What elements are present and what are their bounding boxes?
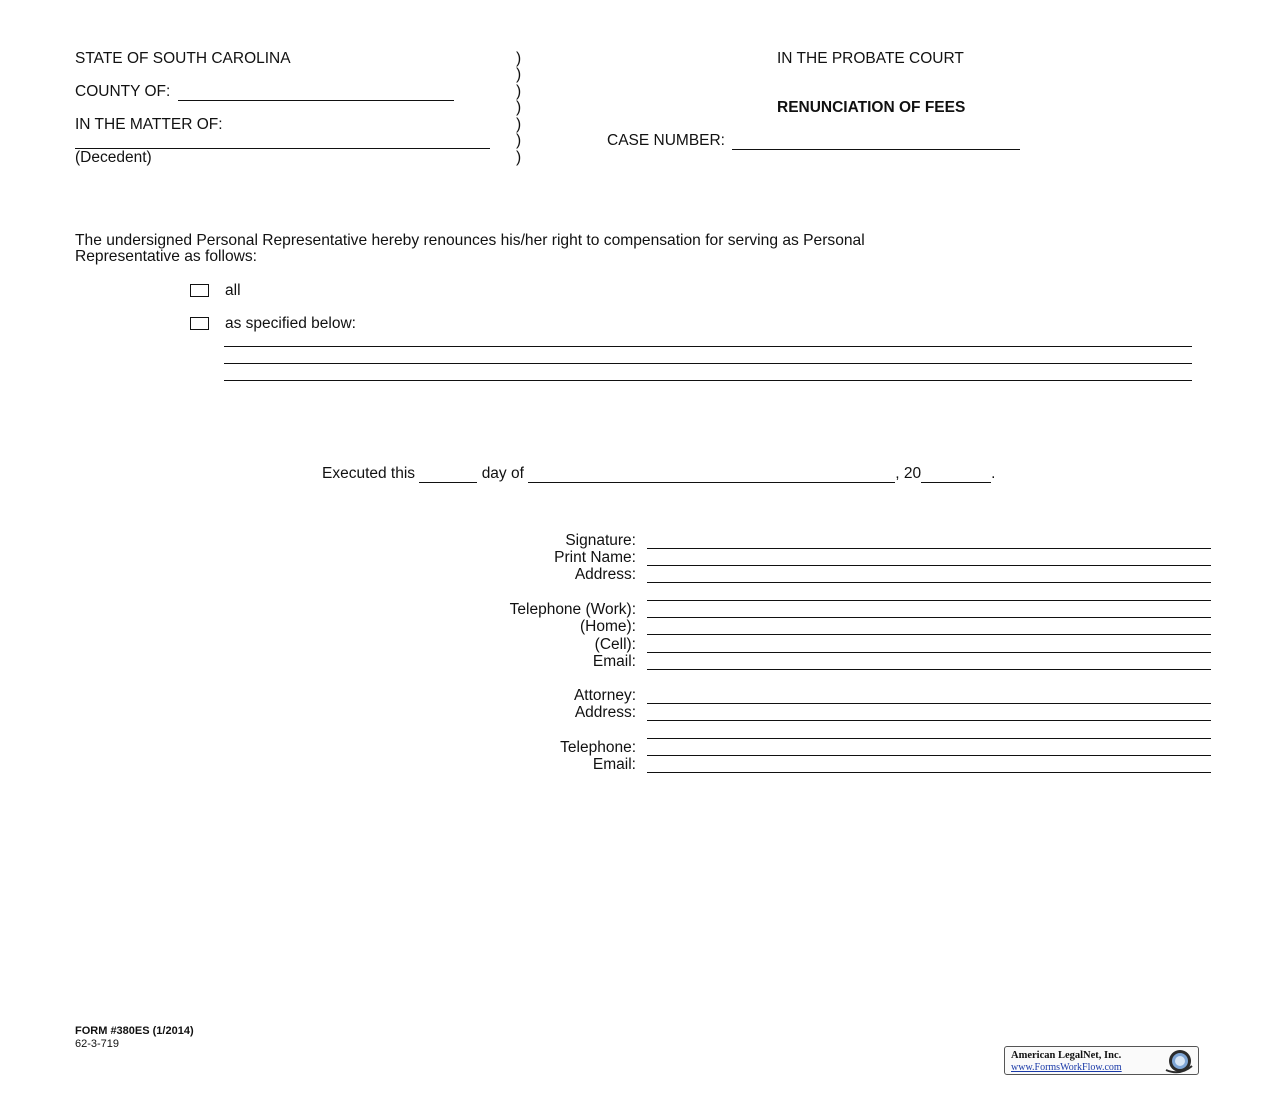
paren-5: ) <box>516 116 522 133</box>
signature-label: Signature: <box>565 532 636 549</box>
vendor-url[interactable]: www.FormsWorkFlow.com <box>1011 1062 1122 1073</box>
telephone-cell-label: (Cell): <box>594 636 636 653</box>
option-specified-label: as specified below: <box>225 315 356 332</box>
telephone-work-label: Telephone (Work): <box>509 601 636 618</box>
case-number-field[interactable] <box>732 133 1020 150</box>
attorney-label: Attorney: <box>573 687 636 704</box>
attorney-address-label: Address: <box>574 704 636 721</box>
case-number-label: CASE NUMBER: <box>607 133 1020 150</box>
attorney-telephone-label: Telephone: <box>560 739 636 756</box>
statement-line-2: Representative as follows: <box>75 248 258 265</box>
vendor-name: American LegalNet, Inc. <box>1011 1050 1122 1061</box>
court-label: IN THE PROBATE COURT <box>777 50 964 67</box>
county-field[interactable] <box>178 84 454 101</box>
execution-year-field[interactable] <box>921 466 991 483</box>
print-name-label: Print Name: <box>554 549 636 566</box>
paren-6: ) <box>516 132 522 149</box>
paren-1: ) <box>516 50 522 67</box>
attorney-email-label: Email: <box>592 756 636 773</box>
telephone-home-field[interactable] <box>647 634 1211 635</box>
attorney-email-field[interactable] <box>647 772 1211 773</box>
paren-2: ) <box>516 66 522 83</box>
telephone-home-label: (Home): <box>580 618 636 635</box>
form-number: FORM #380ES (1/2014) <box>75 1025 194 1037</box>
execution-day-field[interactable] <box>419 466 477 483</box>
option-all-checkbox[interactable] <box>190 284 209 297</box>
statement-line-1: The undersigned Personal Representative hereby renounces his/her right to compensation for serving as Personal <box>75 232 865 249</box>
vendor-badge[interactable] <box>1004 1046 1199 1075</box>
execution-statement: Executed this day of , 20 . <box>322 465 996 482</box>
attorney-address-field-1[interactable] <box>647 720 1211 721</box>
option-specified-checkbox[interactable] <box>190 317 209 330</box>
telephone-work-field[interactable] <box>647 617 1211 618</box>
attorney-field[interactable] <box>647 703 1211 704</box>
print-name-field[interactable] <box>647 565 1211 566</box>
address-label: Address: <box>574 566 636 583</box>
statute-reference: 62-3-719 <box>75 1038 120 1050</box>
decedent-label: (Decedent) <box>75 149 152 166</box>
execution-month-field[interactable] <box>528 466 895 483</box>
email-label: Email: <box>592 653 636 670</box>
signature-field[interactable] <box>647 548 1211 549</box>
specified-line-3[interactable] <box>224 380 1192 381</box>
state-label: STATE OF SOUTH CAROLINA <box>75 50 291 67</box>
paren-7: ) <box>516 149 522 166</box>
paren-4: ) <box>516 99 522 116</box>
option-all-label: all <box>225 282 241 299</box>
matter-label: IN THE MATTER OF: <box>75 116 223 133</box>
address-field-2[interactable] <box>647 600 1211 601</box>
specified-line-2[interactable] <box>224 363 1192 364</box>
specified-line-1[interactable] <box>224 346 1192 347</box>
attorney-address-field-2[interactable] <box>647 738 1211 739</box>
county-label: COUNTY OF: <box>75 84 454 101</box>
telephone-cell-field[interactable] <box>647 652 1211 653</box>
email-field[interactable] <box>647 669 1211 670</box>
paren-3: ) <box>516 83 522 100</box>
address-field-1[interactable] <box>647 582 1211 583</box>
attorney-telephone-field[interactable] <box>647 755 1211 756</box>
vendor-logo-icon <box>1162 1048 1196 1074</box>
form-title: RENUNCIATION OF FEES <box>777 99 966 116</box>
